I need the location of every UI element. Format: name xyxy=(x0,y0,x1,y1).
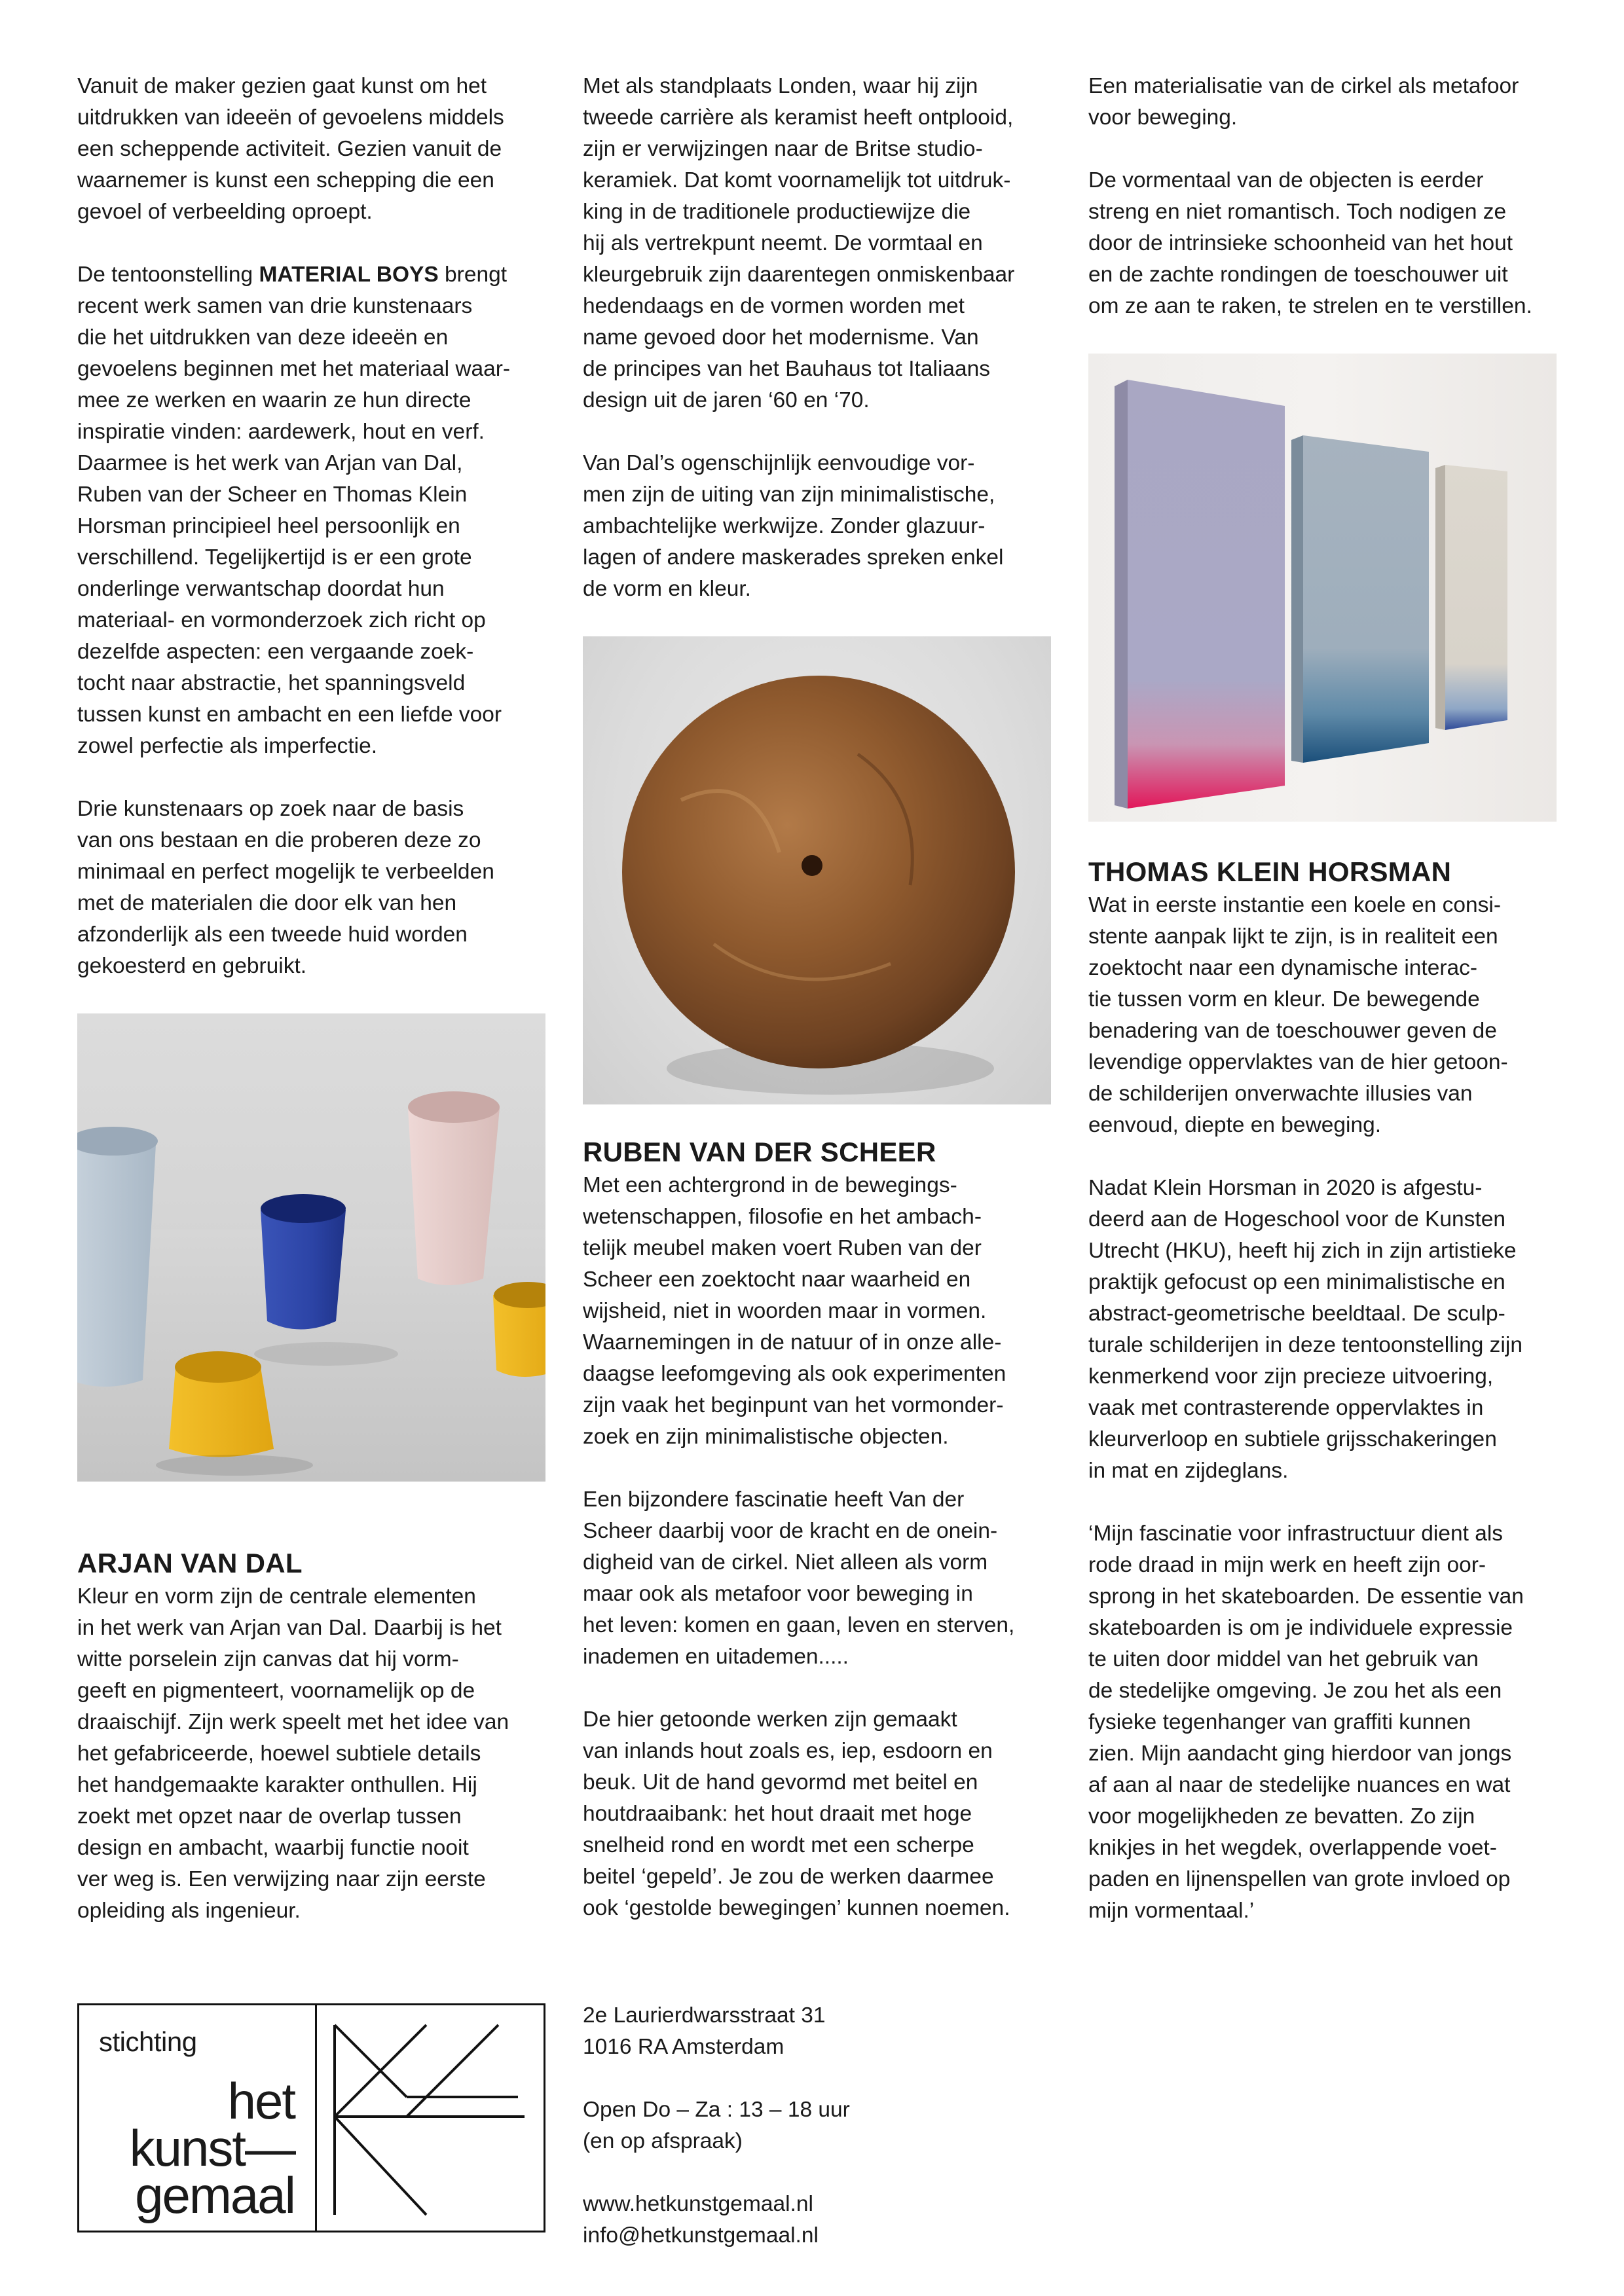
logo-wordmark: het kunst— gemaal xyxy=(129,2072,295,2224)
text-line: gevoelens beginnen met het materiaal waar- xyxy=(77,357,511,381)
text-line: de vorm en kleur. xyxy=(583,577,751,601)
text-line: minimaal en perfect mogelijk te verbeelden xyxy=(77,860,494,884)
address xyxy=(583,2000,1107,2063)
text-line: daagse leefomgeving als ook experimenten xyxy=(583,1362,1006,1386)
text-line: design en ambacht, waarbij functie nooit xyxy=(77,1836,469,1860)
text-line: men zijn de uiting van zijn minimalistische, xyxy=(583,483,995,507)
text-line: Wat in eerste instantie een koele en consi- xyxy=(1088,893,1502,917)
contact-block xyxy=(583,2000,1107,2283)
logo-k-mark-icon xyxy=(328,2018,531,2221)
text-line: af aan al naar de stedelijke nuances en wat xyxy=(1088,1773,1511,1797)
text-line: telijk meubel maken voert Ruben van der xyxy=(583,1236,982,1260)
text-line: gevoel of verbeelding oproept. xyxy=(77,200,373,224)
text-line: witte porselein zijn canvas dat hij vorm- xyxy=(77,1647,459,1671)
text-line: Van Dal’s ogenschijnlijk eenvoudige vor- xyxy=(583,451,975,475)
text-line: onderlinge verwantschap doordat hun xyxy=(77,577,445,601)
exhibition-title: MATERIAL BOYS xyxy=(259,263,439,287)
text-line: die het uitdrukken van deze ideeën en xyxy=(77,325,449,350)
text-line: zoek en zijn minimalistische objecten. xyxy=(583,1425,949,1449)
text-line: geeft en pigmenteert, voornamelijk op de xyxy=(77,1679,475,1703)
exhibition-paragraph xyxy=(77,259,545,762)
text-line: materiaal- en vormonderzoek zich richt op xyxy=(77,608,486,632)
text-line: tweede carrière als keramist heeft ontplooid, xyxy=(583,105,1014,130)
text-line: houtdraaibank: het hout draait met hoge xyxy=(583,1802,972,1826)
column-2 xyxy=(583,71,1051,1956)
text-line: met de materialen die door elk van hen xyxy=(77,891,457,915)
text-line: ‘Mijn fascinatie voor infrastructuur dient als xyxy=(1088,1522,1504,1546)
text-line: dezelfde aspecten: een vergaande zoek- xyxy=(77,640,474,664)
text-line: beuk. Uit de hand gevormd met beitel en xyxy=(583,1770,978,1795)
text-line: snelheid rond en wordt met een scherpe xyxy=(583,1833,974,1857)
heading-thomas-klein-horsman: THOMAS KLEIN HORSMAN xyxy=(1088,856,1452,887)
text-line: zoekt met opzet naar de overlap tussen xyxy=(77,1804,462,1829)
exhibition-lines xyxy=(77,291,545,762)
text-line: name gevoed door het modernisme. Van xyxy=(583,325,979,350)
text-line: (en op afspraak) xyxy=(583,2129,743,2153)
text-line: streng en niet romantisch. Toch nodigen ze xyxy=(1088,200,1507,224)
website-link[interactable]: www.hetkunstgemaal.nl xyxy=(583,2192,813,2216)
text-line: king in de traditionele productiewijze die xyxy=(583,200,971,224)
text-line: opleiding als ingenieur. xyxy=(77,1899,301,1923)
ceramic-vases-photo xyxy=(77,1013,545,1482)
artists-paragraph xyxy=(77,793,545,982)
text-line: tie tussen vorm en kleur. De bewegende xyxy=(1088,987,1480,1011)
ruben-paragraph-2 xyxy=(583,1484,1051,1673)
text-line: Kleur en vorm zijn de centrale elementen xyxy=(77,1584,476,1609)
heading-ruben-van-der-scheer: RUBEN VAN DER SCHEER xyxy=(583,1137,936,1167)
text-line: verschillend. Tegelijkertijd is er een grote xyxy=(77,545,472,570)
text-line: en de zachte rondingen de toeschouwer uit xyxy=(1088,263,1508,287)
text-line: recent werk samen van drie kunstenaars xyxy=(77,294,473,318)
text-line: het leven: komen en gaan, leven en sterven, xyxy=(583,1613,1015,1637)
thomas-paragraph-2 xyxy=(1088,1173,1557,1487)
text-line: draaischijf. Zijn werk speelt met het idee van xyxy=(77,1710,509,1734)
column-3 xyxy=(1088,71,1557,1958)
text-line: kleurverloop en subtiele grijsschakeringen xyxy=(1088,1427,1497,1451)
text-line: de stedelijke omgeving. Je zou het als een xyxy=(1088,1679,1502,1703)
text-line: De hier getoonde werken zijn gemaakt xyxy=(583,1707,957,1732)
text-line: zijn er verwijzingen naar de Britse studio- xyxy=(583,137,983,161)
text-line: in het werk van Arjan van Dal. Daarbij is het xyxy=(77,1616,502,1640)
text-line: benadering van de toeschouwer geven de xyxy=(1088,1019,1497,1043)
text-line: inspiratie vinden: aardewerk, hout en verf. xyxy=(77,420,485,444)
circle-paragraph xyxy=(1088,71,1557,134)
text-line: Ruben van der Scheer en Thomas Klein xyxy=(77,483,468,507)
text-line: kleurgebruik zijn daarentegen onmiskenbaar xyxy=(583,263,1015,287)
text-line: 1016 RA Amsterdam xyxy=(583,2035,784,2059)
text-line: Scheer daarbij voor de kracht en de onein- xyxy=(583,1519,998,1543)
text-line: in mat en zijdeglans. xyxy=(1088,1459,1289,1483)
text-line: Daarmee is het werk van Arjan van Dal, xyxy=(77,451,463,475)
text-line: zijn vaak het beginpunt van het vormonder- xyxy=(583,1393,1004,1417)
text-line: inademen en uitademen..... xyxy=(583,1645,849,1669)
text-line: Een materialisatie van de cirkel als metafoor xyxy=(1088,74,1519,98)
contact-links xyxy=(583,2189,1107,2251)
text-line: keramiek. Dat komt voornamelijk tot uitdruk- xyxy=(583,168,1011,192)
text-line: tussen kunst en ambacht en een liefde voor xyxy=(77,702,502,727)
exhibition-first-line: De tentoonstelling MATERIAL BOYS brengt xyxy=(77,263,507,287)
column-1 xyxy=(77,71,545,1958)
text-line: uitdrukken van ideeën of gevoelens middels xyxy=(77,105,504,130)
text-line: afzonderlijk als een tweede huid worden xyxy=(77,922,468,947)
forms-paragraph xyxy=(1088,165,1557,322)
thomas-quote xyxy=(1088,1518,1557,1927)
text-line: hij als vertrekpunt neemt. De vormtaal en xyxy=(583,231,983,255)
text-line: Utrecht (HKU), heeft hij zich in zijn artistieke xyxy=(1088,1239,1517,1263)
text-line: de principes van het Bauhaus tot Italiaans xyxy=(583,357,991,381)
text-line: stente aanpak lijkt te zijn, is in realiteit een xyxy=(1088,924,1498,949)
text-line: van ons bestaan en die proberen deze zo xyxy=(77,828,481,852)
text-line: Een bijzondere fascinatie heeft Van der xyxy=(583,1487,965,1512)
text-line: fysieke tegenhanger van graffiti kunnen xyxy=(1088,1710,1471,1734)
text-line: abstract-geometrische beeldtaal. De sculp- xyxy=(1088,1302,1505,1326)
text-line: voor beweging. xyxy=(1088,105,1238,130)
text-line: skateboarden is om je individuele expressie xyxy=(1088,1616,1513,1640)
text-line: tocht naar abstractie, het spanningsveld xyxy=(77,671,466,695)
text-line: Open Do – Za : 13 – 18 uur xyxy=(583,2098,850,2122)
text-line: Met een achtergrond in de bewegings- xyxy=(583,1173,957,1197)
text-line: het gefabriceerde, hoewel subtiele details xyxy=(77,1741,481,1766)
text-line: wijsheid, niet in woorden maar in vormen. xyxy=(583,1299,987,1323)
text-line: kenmerkend voor zijn precieze uitvoering, xyxy=(1088,1364,1494,1389)
text-line: gekoesterd en gebruikt. xyxy=(77,954,307,978)
text-line: De vormentaal van de objecten is eerder xyxy=(1088,168,1484,192)
text-line: waarnemer is kunst een schepping die een xyxy=(77,168,494,192)
text-line: om ze aan te raken, te strelen en te verstillen. xyxy=(1088,294,1532,318)
kunstgemaal-logo xyxy=(77,2003,545,2232)
text-line: maar ook als metafoor voor beweging in xyxy=(583,1582,973,1606)
text-line: ambachtelijke werkwijze. Zonder glazuur- xyxy=(583,514,986,538)
text-line: Scheer een zoektocht naar waarheid en xyxy=(583,1267,971,1292)
heading-arjan-van-dal: ARJAN VAN DAL xyxy=(77,1548,303,1578)
text-line: Waarnemingen in de natuur of in onze alle- xyxy=(583,1330,1002,1355)
text-line: door de intrinsieke schoonheid van het hout xyxy=(1088,231,1513,255)
text-line: Nadat Klein Horsman in 2020 is afgestu- xyxy=(1088,1176,1483,1200)
text-line: Drie kunstenaars op zoek naar de basis xyxy=(77,797,464,821)
text-line: Vanuit de maker gezien gaat kunst om het xyxy=(77,74,487,98)
text-line: Horsman principieel heel persoonlijk en xyxy=(77,514,460,538)
text-line: zowel perfectie als imperfectie. xyxy=(77,734,378,758)
text-line: voor mogelijkheden ze bevatten. Zo zijn xyxy=(1088,1804,1475,1829)
intro-paragraph xyxy=(77,71,545,228)
text-line: lagen of andere maskerades spreken enkel xyxy=(583,545,1004,570)
vandal-forms-paragraph xyxy=(583,448,1051,605)
text-line: te uiten door middel van het gebruik van xyxy=(1088,1647,1479,1671)
text-line: eenvoud, diepte en beweging. xyxy=(1088,1113,1382,1137)
arjan-paragraph xyxy=(77,1581,545,1927)
text-line: design uit de jaren ‘60 en ‘70. xyxy=(583,388,870,412)
email-link[interactable]: info@hetkunstgemaal.nl xyxy=(583,2223,819,2248)
text-line: turale schilderijen in deze tentoonstelling zijn xyxy=(1088,1333,1522,1357)
thomas-paragraph-1 xyxy=(1088,890,1557,1141)
text-line: Met als standplaats Londen, waar hij zijn xyxy=(583,74,978,98)
text-line: zoektocht naar een dynamische interac- xyxy=(1088,956,1478,980)
text-line: de schilderijen onverwachte illusies van xyxy=(1088,1082,1473,1106)
text-line: deerd aan de Hogeschool voor de Kunsten xyxy=(1088,1207,1505,1231)
text-line: wetenschappen, filosofie en het ambach- xyxy=(583,1205,982,1229)
ruben-paragraph-1 xyxy=(583,1170,1051,1453)
text-line: mee ze werken en waarin ze hun directe xyxy=(77,388,471,412)
logo-stichting: stichting xyxy=(99,2026,197,2057)
opening-hours xyxy=(583,2094,1107,2157)
text-line: zien. Mijn aandacht ging hierdoor van jongs xyxy=(1088,1741,1512,1766)
ruben-paragraph-3 xyxy=(583,1704,1051,1924)
text-line: ver weg is. Een verwijzing naar zijn eerste xyxy=(77,1867,486,1891)
london-paragraph xyxy=(583,71,1051,416)
text-line: levendige oppervlaktes van de hier getoon- xyxy=(1088,1050,1508,1074)
text-line: rode draad in mijn werk en heeft zijn oor- xyxy=(1088,1553,1486,1577)
paintings-photo xyxy=(1088,354,1557,822)
text-line: beitel ‘gepeld’. Je zou de werken daarmee xyxy=(583,1865,994,1889)
text-line: hedendaags en de vormen worden met xyxy=(583,294,965,318)
text-line: vaak met contrasterende oppervlaktes in xyxy=(1088,1396,1484,1420)
text-line: sprong in het skateboarden. De essentie van xyxy=(1088,1584,1524,1609)
text-line: knikjes in het wegdek, overlappende voet- xyxy=(1088,1836,1497,1860)
text-line: paden en lijnenspellen van grote invloed op xyxy=(1088,1867,1511,1891)
wooden-disc-photo xyxy=(583,636,1051,1104)
text-line: mijn vormentaal.’ xyxy=(1088,1899,1255,1923)
text-line: digheid van de cirkel. Niet alleen als vorm xyxy=(583,1550,988,1575)
text-line: praktijk gefocust op een minimalistische en xyxy=(1088,1270,1505,1294)
text-line: een scheppende activiteit. Gezien vanuit de xyxy=(77,137,502,161)
text-line: ook ‘gestolde bewegingen’ kunnen noemen. xyxy=(583,1896,1010,1920)
text-line: van inlands hout zoals es, iep, esdoorn en xyxy=(583,1739,993,1763)
text-line: 2e Laurierdwarsstraat 31 xyxy=(583,2003,826,2028)
text-line: het handgemaakte karakter onthullen. Hij xyxy=(77,1773,477,1797)
